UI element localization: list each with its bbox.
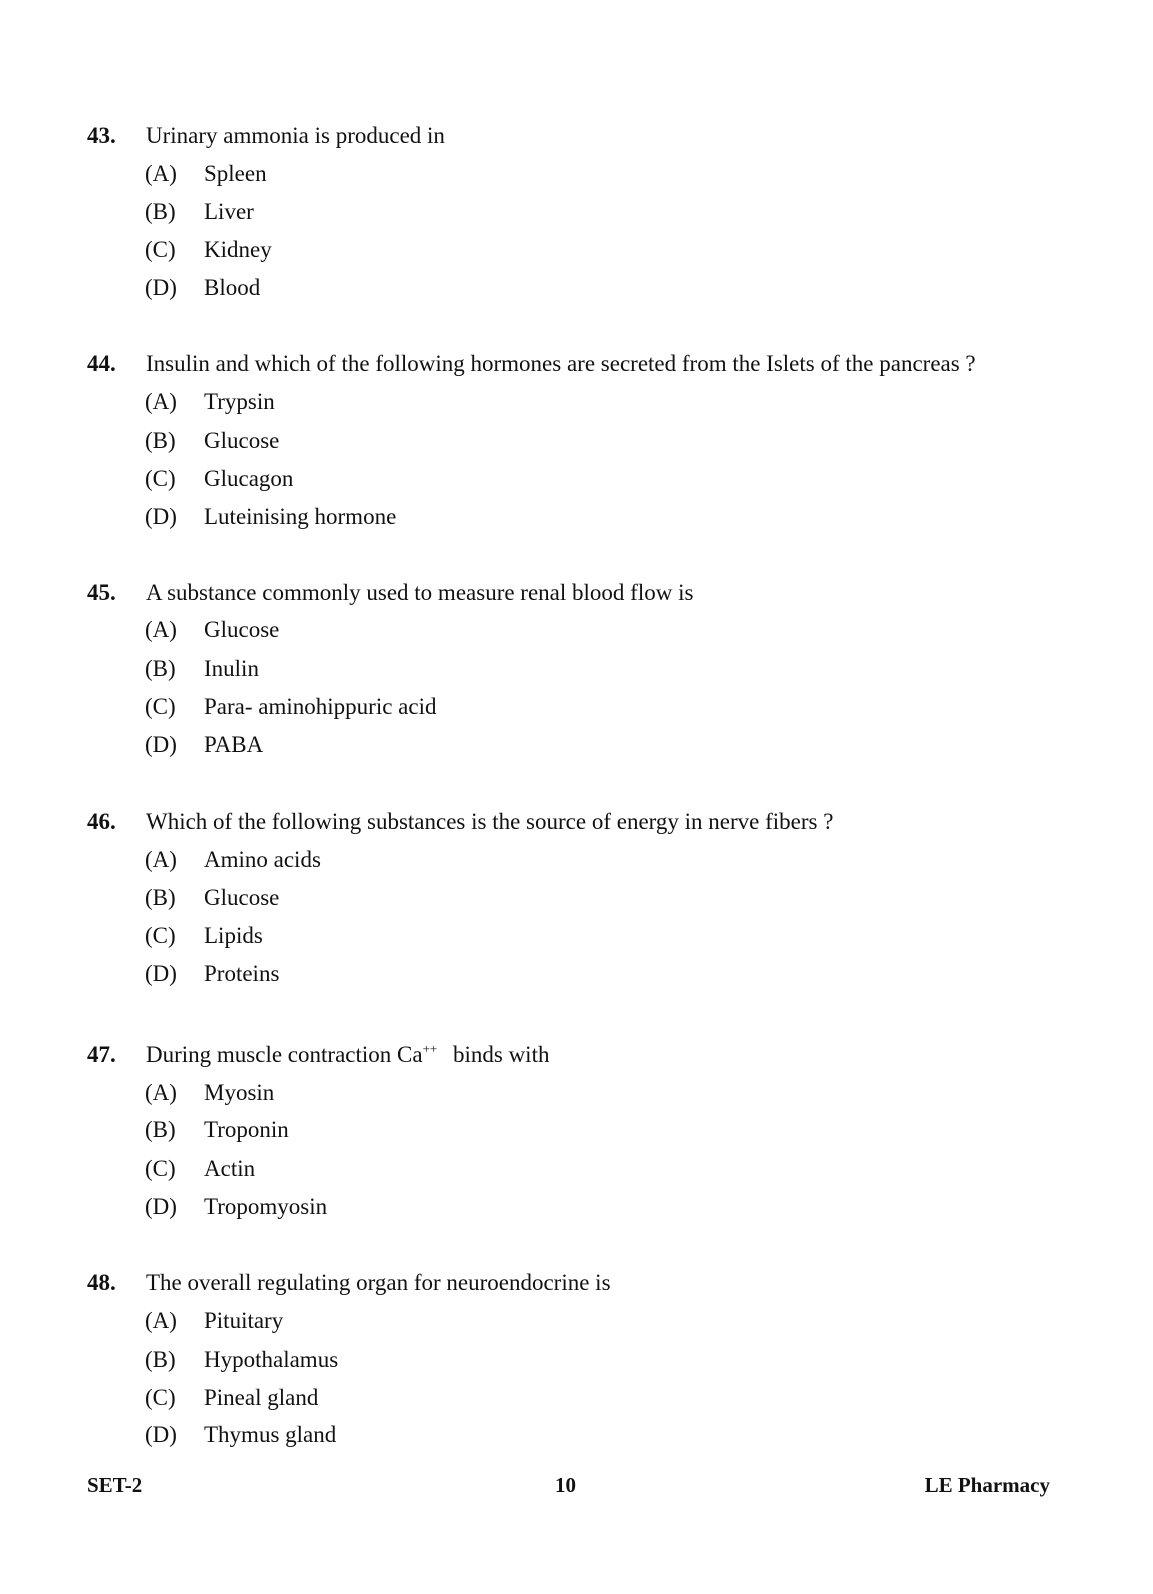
question-stem	[0, 1040, 1100, 1070]
question-text	[146, 1040, 549, 1070]
option-text: Amino acids	[204, 847, 321, 872]
option-c	[0, 235, 600, 265]
option-d	[0, 730, 600, 760]
question-number: 48.	[87, 1270, 116, 1295]
question-stem	[0, 578, 1100, 608]
option-d	[0, 959, 600, 989]
option-b	[0, 197, 600, 227]
option-c	[0, 1383, 600, 1413]
option-text: Pituitary	[204, 1308, 284, 1333]
page-number: 10	[555, 1473, 576, 1497]
question-text: A substance commonly used to measure renal blood flow is	[146, 580, 694, 605]
question-number: 46.	[87, 809, 116, 834]
option-c	[0, 1154, 600, 1184]
question-text-part: During muscle contraction Ca	[146, 1042, 423, 1067]
question-stem	[0, 1268, 1100, 1298]
option-c	[0, 921, 600, 951]
question-stem	[0, 807, 1100, 837]
page-footer	[0, 1470, 1153, 1500]
question-text: The overall regulating organ for neuroendocrine is	[146, 1270, 611, 1295]
subject-name: LE Pharmacy	[924, 1473, 1050, 1497]
question-text: Insulin and which of the following hormones are secreted from the Islets of the pancreas ?	[146, 351, 976, 376]
option-d	[0, 502, 600, 532]
option-label: (C)	[145, 1385, 176, 1410]
option-label: (C)	[145, 237, 176, 262]
option-text: Spleen	[204, 161, 267, 186]
option-c	[0, 692, 600, 722]
option-text: Glucagon	[204, 466, 294, 491]
option-text: Liver	[204, 199, 254, 224]
option-label: (A)	[145, 1308, 177, 1333]
question-text: Which of the following substances is the source of energy in nerve fibers ?	[146, 809, 834, 834]
option-text: Proteins	[204, 961, 280, 986]
option-b	[0, 654, 600, 684]
option-text: Inulin	[204, 656, 259, 681]
option-d	[0, 1420, 600, 1450]
option-label: (A)	[145, 847, 177, 872]
question-number: 43.	[87, 123, 116, 148]
option-text: Kidney	[204, 237, 272, 262]
option-label: (B)	[145, 1347, 176, 1372]
option-label: (B)	[145, 656, 176, 681]
option-text: Actin	[204, 1156, 256, 1181]
option-label: (B)	[145, 1117, 176, 1142]
option-d	[0, 273, 600, 303]
option-b	[0, 883, 600, 913]
question-number: 44.	[87, 351, 116, 376]
option-text: Tropomyosin	[204, 1194, 328, 1219]
option-text: Para- aminohippuric acid	[204, 694, 437, 719]
option-text: PABA	[204, 732, 264, 757]
option-text: Glucose	[204, 885, 280, 910]
option-label: (B)	[145, 428, 176, 453]
option-label: (B)	[145, 199, 176, 224]
option-a	[0, 159, 600, 189]
option-text: Myosin	[204, 1080, 275, 1105]
option-label: (D)	[145, 1194, 177, 1219]
option-text: Glucose	[204, 617, 280, 642]
question-text-part: binds with	[452, 1042, 550, 1067]
option-text: Hypothalamus	[204, 1347, 339, 1372]
option-text: Pineal gland	[204, 1385, 319, 1410]
option-label: (D)	[145, 732, 177, 757]
option-text: Blood	[204, 275, 261, 300]
option-d	[0, 1192, 600, 1222]
option-label: (C)	[145, 1156, 176, 1181]
option-label: (D)	[145, 275, 177, 300]
option-a	[0, 845, 600, 875]
option-text: Lipids	[204, 923, 263, 948]
question-stem	[0, 349, 1100, 379]
question-number: 47.	[87, 1042, 116, 1067]
option-label: (A)	[145, 389, 177, 414]
option-label: (D)	[145, 504, 177, 529]
set-code: SET-2	[87, 1473, 143, 1497]
option-b	[0, 1115, 600, 1145]
option-label: (D)	[145, 1422, 177, 1447]
option-b	[0, 426, 600, 456]
option-text: Glucose	[204, 428, 280, 453]
option-label: (C)	[145, 923, 176, 948]
option-label: (A)	[145, 161, 177, 186]
option-text: Trypsin	[204, 389, 275, 414]
question-text: Urinary ammonia is produced in	[146, 123, 445, 148]
option-c	[0, 464, 600, 494]
superscript-charge: ++	[422, 1041, 438, 1056]
option-label: (C)	[145, 466, 176, 491]
option-label: (A)	[145, 617, 177, 642]
option-a	[0, 615, 600, 645]
option-b	[0, 1345, 600, 1375]
option-a	[0, 1306, 600, 1336]
option-text: Thymus gland	[204, 1422, 337, 1447]
option-text: Luteinising hormone	[204, 504, 397, 529]
option-a	[0, 387, 600, 417]
option-a	[0, 1078, 600, 1108]
option-label: (C)	[145, 694, 176, 719]
option-text: Troponin	[204, 1117, 289, 1142]
question-stem	[0, 121, 1100, 151]
question-number: 45.	[87, 580, 116, 605]
option-label: (A)	[145, 1080, 177, 1105]
option-label: (D)	[145, 961, 177, 986]
option-label: (B)	[145, 885, 176, 910]
